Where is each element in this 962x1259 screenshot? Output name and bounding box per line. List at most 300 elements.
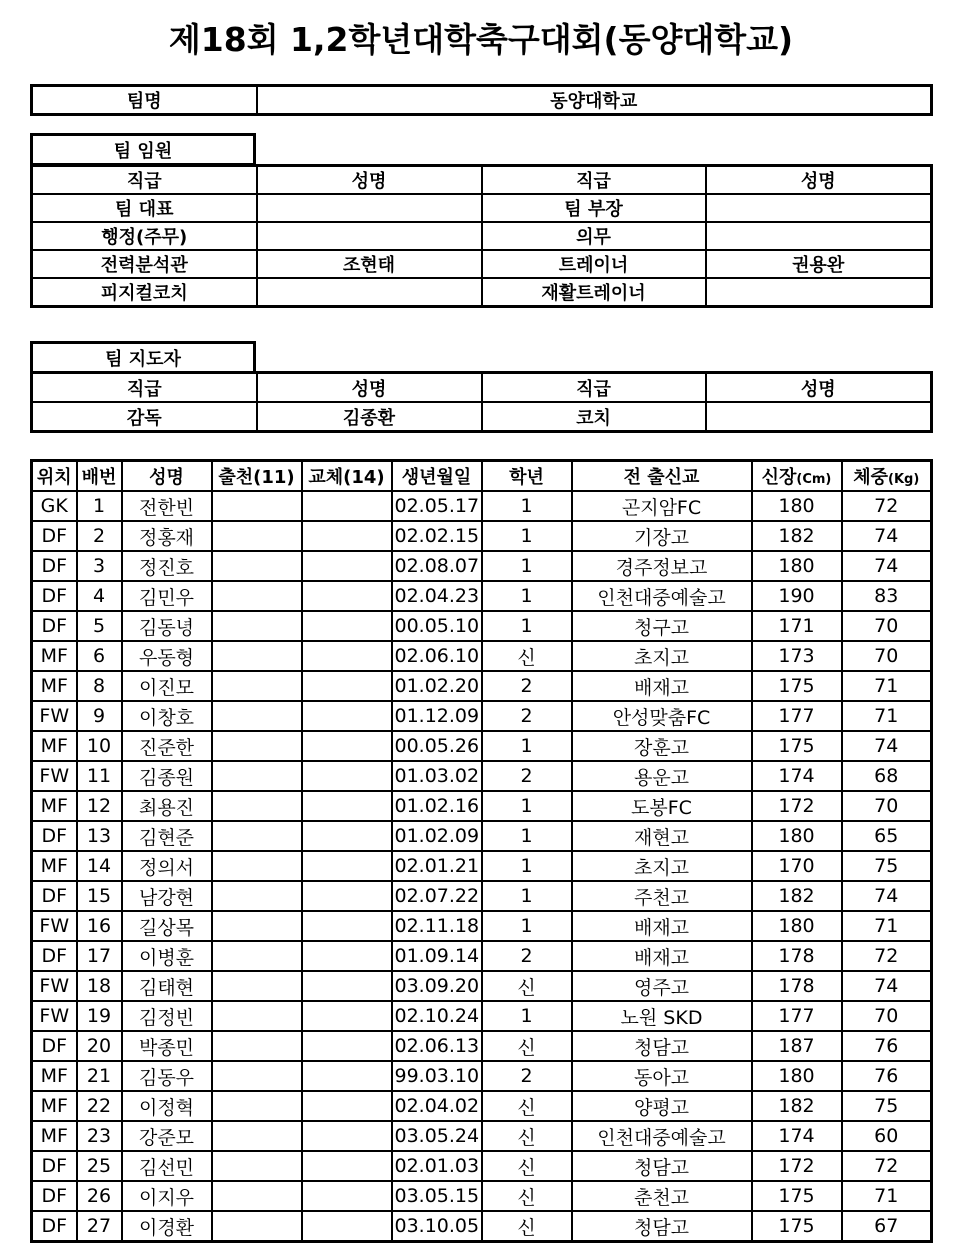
table-row <box>32 1151 932 1181</box>
staff-rank: 의무 <box>482 222 706 250</box>
player-height: 171 <box>752 611 842 641</box>
header-birth: 생년월일 <box>392 461 482 492</box>
player-number: 6 <box>77 641 122 671</box>
player-name: 진준한 <box>122 731 212 761</box>
player-starter <box>212 971 302 1001</box>
staff-rank: 행정(주무) <box>32 222 257 250</box>
player-school: 장훈고 <box>572 731 752 761</box>
player-starter <box>212 491 302 521</box>
player-height: 180 <box>752 821 842 851</box>
staff-header-row <box>32 166 932 195</box>
player-height: 182 <box>752 1091 842 1121</box>
player-height: 180 <box>752 551 842 581</box>
player-number: 2 <box>77 521 122 551</box>
player-sub <box>302 611 392 641</box>
player-position: MF <box>32 1121 77 1151</box>
player-name: 김민우 <box>122 581 212 611</box>
header-weight-unit: (Kg) <box>888 472 920 487</box>
player-weight: 60 <box>842 1121 932 1151</box>
player-number: 22 <box>77 1091 122 1121</box>
player-grade: 1 <box>482 551 572 581</box>
player-number: 16 <box>77 911 122 941</box>
player-number: 4 <box>77 581 122 611</box>
player-height: 180 <box>752 911 842 941</box>
player-position: FW <box>32 701 77 731</box>
coach-header-cell: 직급 <box>482 373 706 403</box>
player-sub <box>302 521 392 551</box>
player-starter <box>212 701 302 731</box>
table-row <box>32 641 932 671</box>
player-grade: 신 <box>482 1031 572 1061</box>
player-grade: 신 <box>482 971 572 1001</box>
player-weight: 71 <box>842 701 932 731</box>
table-row <box>32 701 932 731</box>
player-grade: 1 <box>482 911 572 941</box>
player-height: 174 <box>752 761 842 791</box>
player-grade: 신 <box>482 1121 572 1151</box>
player-starter <box>212 731 302 761</box>
player-birth: 01.02.16 <box>392 791 482 821</box>
staff-name: 권용완 <box>706 250 932 278</box>
player-weight: 71 <box>842 671 932 701</box>
staff-name <box>706 278 932 307</box>
header-sub: 교체(14) <box>302 461 392 492</box>
table-row <box>32 1121 932 1151</box>
player-starter <box>212 1181 302 1211</box>
player-number: 20 <box>77 1031 122 1061</box>
player-name: 정진호 <box>122 551 212 581</box>
player-birth: 02.01.21 <box>392 851 482 881</box>
team-row <box>32 86 932 115</box>
player-weight: 72 <box>842 1151 932 1181</box>
player-sub <box>302 1031 392 1061</box>
table-row <box>32 581 932 611</box>
player-height: 174 <box>752 1121 842 1151</box>
player-height: 177 <box>752 1001 842 1031</box>
player-sub <box>302 1121 392 1151</box>
player-name: 이병훈 <box>122 941 212 971</box>
player-sub <box>302 581 392 611</box>
player-name: 이지우 <box>122 1181 212 1211</box>
player-weight: 71 <box>842 1181 932 1211</box>
player-sub <box>302 1211 392 1242</box>
player-position: DF <box>32 521 77 551</box>
player-birth: 02.02.15 <box>392 521 482 551</box>
player-sub <box>302 1091 392 1121</box>
staff-rank: 전력분석관 <box>32 250 257 278</box>
table-row <box>32 1211 932 1242</box>
player-grade: 신 <box>482 1181 572 1211</box>
player-starter <box>212 941 302 971</box>
player-name: 김동우 <box>122 1061 212 1091</box>
header-height <box>752 461 842 492</box>
player-number: 27 <box>77 1211 122 1242</box>
player-name: 우동형 <box>122 641 212 671</box>
player-school: 춘천고 <box>572 1181 752 1211</box>
player-grade: 1 <box>482 521 572 551</box>
player-school: 양평고 <box>572 1091 752 1121</box>
player-weight: 72 <box>842 491 932 521</box>
player-position: FW <box>32 971 77 1001</box>
player-position: DF <box>32 941 77 971</box>
player-position: FW <box>32 761 77 791</box>
player-height: 172 <box>752 791 842 821</box>
coach-header-cell: 성명 <box>257 373 482 403</box>
player-header-row <box>32 461 932 492</box>
player-weight: 65 <box>842 821 932 851</box>
table-row <box>32 1091 932 1121</box>
player-starter <box>212 791 302 821</box>
player-sub <box>302 851 392 881</box>
player-position: MF <box>32 1061 77 1091</box>
player-sub <box>302 641 392 671</box>
player-school: 청담고 <box>572 1151 752 1181</box>
coach-header-row <box>32 373 932 403</box>
player-weight: 72 <box>842 941 932 971</box>
player-school: 배재고 <box>572 671 752 701</box>
player-birth: 99.03.10 <box>392 1061 482 1091</box>
coach-section-header <box>30 341 256 374</box>
player-school: 안성맞춤FC <box>572 701 752 731</box>
player-position: FW <box>32 911 77 941</box>
table-row <box>32 1031 932 1061</box>
player-grade: 신 <box>482 1091 572 1121</box>
player-height: 182 <box>752 881 842 911</box>
header-number: 배번 <box>77 461 122 492</box>
player-name: 전한빈 <box>122 491 212 521</box>
player-sub <box>302 671 392 701</box>
player-position: DF <box>32 1151 77 1181</box>
player-weight: 76 <box>842 1061 932 1091</box>
coach-rank: 감독 <box>32 402 257 432</box>
player-grade: 1 <box>482 821 572 851</box>
player-birth: 01.12.09 <box>392 701 482 731</box>
header-weight <box>842 461 932 492</box>
staff-name <box>257 194 482 222</box>
player-birth: 00.05.10 <box>392 611 482 641</box>
player-birth: 02.07.22 <box>392 881 482 911</box>
player-sub <box>302 551 392 581</box>
coach-section-label: 팀 지도자 <box>32 343 255 373</box>
player-position: DF <box>32 881 77 911</box>
player-weight: 70 <box>842 1001 932 1031</box>
player-sub <box>302 821 392 851</box>
player-school: 노원 SKD <box>572 1001 752 1031</box>
player-school: 초지고 <box>572 641 752 671</box>
player-sub <box>302 971 392 1001</box>
player-weight: 76 <box>842 1031 932 1061</box>
table-row <box>32 791 932 821</box>
staff-header-cell: 성명 <box>706 166 932 195</box>
player-birth: 02.06.13 <box>392 1031 482 1061</box>
staff-name <box>257 278 482 307</box>
player-birth: 03.05.24 <box>392 1121 482 1151</box>
player-grade: 1 <box>482 611 572 641</box>
player-weight: 74 <box>842 971 932 1001</box>
player-school: 영주고 <box>572 971 752 1001</box>
player-height: 170 <box>752 851 842 881</box>
player-starter <box>212 671 302 701</box>
table-row <box>32 611 932 641</box>
table-row <box>32 1061 932 1091</box>
player-grade: 1 <box>482 581 572 611</box>
player-starter <box>212 1061 302 1091</box>
player-name: 정의서 <box>122 851 212 881</box>
staff-row <box>32 222 932 250</box>
player-position: MF <box>32 731 77 761</box>
player-school: 초지고 <box>572 851 752 881</box>
player-weight: 74 <box>842 551 932 581</box>
player-number: 12 <box>77 791 122 821</box>
player-weight: 67 <box>842 1211 932 1242</box>
player-weight: 70 <box>842 641 932 671</box>
player-table <box>30 459 933 1243</box>
player-name: 남강현 <box>122 881 212 911</box>
player-name: 김동녕 <box>122 611 212 641</box>
player-grade: 1 <box>482 491 572 521</box>
coach-table <box>30 371 933 433</box>
staff-name <box>706 222 932 250</box>
player-school: 배재고 <box>572 941 752 971</box>
player-name: 박종민 <box>122 1031 212 1061</box>
player-starter <box>212 1091 302 1121</box>
player-school: 용운고 <box>572 761 752 791</box>
player-birth: 02.01.03 <box>392 1151 482 1181</box>
player-height: 173 <box>752 641 842 671</box>
player-school: 인천대중예술고 <box>572 581 752 611</box>
player-sub <box>302 1061 392 1091</box>
player-number: 13 <box>77 821 122 851</box>
player-name: 이창호 <box>122 701 212 731</box>
player-school: 재현고 <box>572 821 752 851</box>
player-position: DF <box>32 1031 77 1061</box>
player-sub <box>302 1001 392 1031</box>
player-sub <box>302 1181 392 1211</box>
player-starter <box>212 821 302 851</box>
player-number: 11 <box>77 761 122 791</box>
player-grade: 2 <box>482 761 572 791</box>
team-table <box>30 84 933 116</box>
player-school: 인천대중예술고 <box>572 1121 752 1151</box>
player-position: DF <box>32 581 77 611</box>
player-weight: 70 <box>842 611 932 641</box>
player-grade: 신 <box>482 641 572 671</box>
header-starter: 출천(11) <box>212 461 302 492</box>
player-starter <box>212 851 302 881</box>
player-birth: 02.04.02 <box>392 1091 482 1121</box>
player-sub <box>302 701 392 731</box>
table-row <box>32 761 932 791</box>
player-name: 강준모 <box>122 1121 212 1151</box>
player-sub <box>302 881 392 911</box>
player-number: 3 <box>77 551 122 581</box>
player-starter <box>212 581 302 611</box>
player-birth: 01.03.02 <box>392 761 482 791</box>
player-height: 175 <box>752 1211 842 1242</box>
team-value: 동양대학교 <box>257 86 932 115</box>
table-row <box>32 1181 932 1211</box>
staff-section-label: 팀 임원 <box>32 135 255 165</box>
player-birth: 03.05.15 <box>392 1181 482 1211</box>
staff-header-cell: 직급 <box>482 166 706 195</box>
player-position: DF <box>32 821 77 851</box>
player-weight: 68 <box>842 761 932 791</box>
coach-name: 김종환 <box>257 402 482 432</box>
player-number: 15 <box>77 881 122 911</box>
player-position: MF <box>32 641 77 671</box>
table-row <box>32 911 932 941</box>
player-school: 청담고 <box>572 1031 752 1061</box>
player-position: GK <box>32 491 77 521</box>
header-school: 전 출신교 <box>572 461 752 492</box>
table-row <box>32 671 932 701</box>
team-label: 팀명 <box>32 86 257 115</box>
staff-rank: 팀 대표 <box>32 194 257 222</box>
player-sub <box>302 491 392 521</box>
player-name: 이경환 <box>122 1211 212 1242</box>
player-weight: 74 <box>842 881 932 911</box>
player-birth: 01.02.20 <box>392 671 482 701</box>
player-birth: 03.10.05 <box>392 1211 482 1242</box>
player-height: 187 <box>752 1031 842 1061</box>
header-height-unit: (Cm) <box>796 472 832 487</box>
staff-row <box>32 250 932 278</box>
player-sub <box>302 761 392 791</box>
coach-rank: 코치 <box>482 402 706 432</box>
player-weight: 83 <box>842 581 932 611</box>
player-starter <box>212 911 302 941</box>
player-height: 177 <box>752 701 842 731</box>
player-name: 이진모 <box>122 671 212 701</box>
player-grade: 신 <box>482 1211 572 1242</box>
player-starter <box>212 551 302 581</box>
player-birth: 02.04.23 <box>392 581 482 611</box>
player-starter <box>212 1211 302 1242</box>
player-height: 178 <box>752 941 842 971</box>
player-school: 청담고 <box>572 1211 752 1242</box>
player-school: 청구고 <box>572 611 752 641</box>
player-name: 정홍재 <box>122 521 212 551</box>
player-number: 18 <box>77 971 122 1001</box>
staff-name <box>257 222 482 250</box>
player-grade: 1 <box>482 881 572 911</box>
coach-row <box>32 402 932 432</box>
player-number: 21 <box>77 1061 122 1091</box>
player-position: DF <box>32 1181 77 1211</box>
player-number: 5 <box>77 611 122 641</box>
player-school: 곤지암FC <box>572 491 752 521</box>
player-birth: 02.08.07 <box>392 551 482 581</box>
table-row <box>32 851 932 881</box>
player-grade: 1 <box>482 851 572 881</box>
player-height: 175 <box>752 671 842 701</box>
player-name: 김선민 <box>122 1151 212 1181</box>
player-birth: 01.02.09 <box>392 821 482 851</box>
player-name: 최용진 <box>122 791 212 821</box>
player-birth: 02.06.10 <box>392 641 482 671</box>
player-name: 김현준 <box>122 821 212 851</box>
player-starter <box>212 521 302 551</box>
player-weight: 71 <box>842 911 932 941</box>
player-position: DF <box>32 611 77 641</box>
table-row <box>32 971 932 1001</box>
player-weight: 74 <box>842 521 932 551</box>
player-height: 190 <box>752 581 842 611</box>
table-row <box>32 821 932 851</box>
player-number: 14 <box>77 851 122 881</box>
player-position: FW <box>32 1001 77 1031</box>
staff-rank: 팀 부장 <box>482 194 706 222</box>
player-school: 경주정보고 <box>572 551 752 581</box>
staff-table <box>30 164 933 308</box>
player-school: 기장고 <box>572 521 752 551</box>
player-starter <box>212 881 302 911</box>
staff-name <box>706 194 932 222</box>
player-height: 172 <box>752 1151 842 1181</box>
player-birth: 01.09.14 <box>392 941 482 971</box>
player-weight: 75 <box>842 1091 932 1121</box>
player-name: 길상목 <box>122 911 212 941</box>
player-name: 이정혁 <box>122 1091 212 1121</box>
player-position: MF <box>32 791 77 821</box>
table-row <box>32 491 932 521</box>
table-row <box>32 941 932 971</box>
header-grade: 학년 <box>482 461 572 492</box>
player-height: 180 <box>752 491 842 521</box>
staff-header-cell: 성명 <box>257 166 482 195</box>
player-weight: 74 <box>842 731 932 761</box>
player-position: MF <box>32 1091 77 1121</box>
player-height: 178 <box>752 971 842 1001</box>
table-row <box>32 551 932 581</box>
coach-header-cell: 직급 <box>32 373 257 403</box>
coach-header-cell: 성명 <box>706 373 932 403</box>
player-number: 1 <box>77 491 122 521</box>
player-name: 김정빈 <box>122 1001 212 1031</box>
player-weight: 70 <box>842 791 932 821</box>
player-grade: 1 <box>482 731 572 761</box>
header-height-label: 신장 <box>761 467 797 488</box>
player-number: 26 <box>77 1181 122 1211</box>
player-starter <box>212 761 302 791</box>
staff-rank: 재활트레이너 <box>482 278 706 307</box>
player-grade: 신 <box>482 1151 572 1181</box>
player-weight: 75 <box>842 851 932 881</box>
player-grade: 2 <box>482 941 572 971</box>
player-height: 180 <box>752 1061 842 1091</box>
table-row <box>32 1001 932 1031</box>
player-birth: 02.05.17 <box>392 491 482 521</box>
player-position: MF <box>32 851 77 881</box>
header-weight-label: 체중 <box>853 467 888 488</box>
player-starter <box>212 641 302 671</box>
player-name: 김태현 <box>122 971 212 1001</box>
player-school: 배재고 <box>572 911 752 941</box>
player-number: 23 <box>77 1121 122 1151</box>
player-starter <box>212 1151 302 1181</box>
player-position: DF <box>32 551 77 581</box>
header-name: 성명 <box>122 461 212 492</box>
player-number: 10 <box>77 731 122 761</box>
player-name: 김종원 <box>122 761 212 791</box>
player-grade: 1 <box>482 1001 572 1031</box>
player-school: 도봉FC <box>572 791 752 821</box>
table-row <box>32 881 932 911</box>
player-grade: 1 <box>482 791 572 821</box>
player-height: 175 <box>752 731 842 761</box>
table-row <box>32 731 932 761</box>
player-sub <box>302 1151 392 1181</box>
